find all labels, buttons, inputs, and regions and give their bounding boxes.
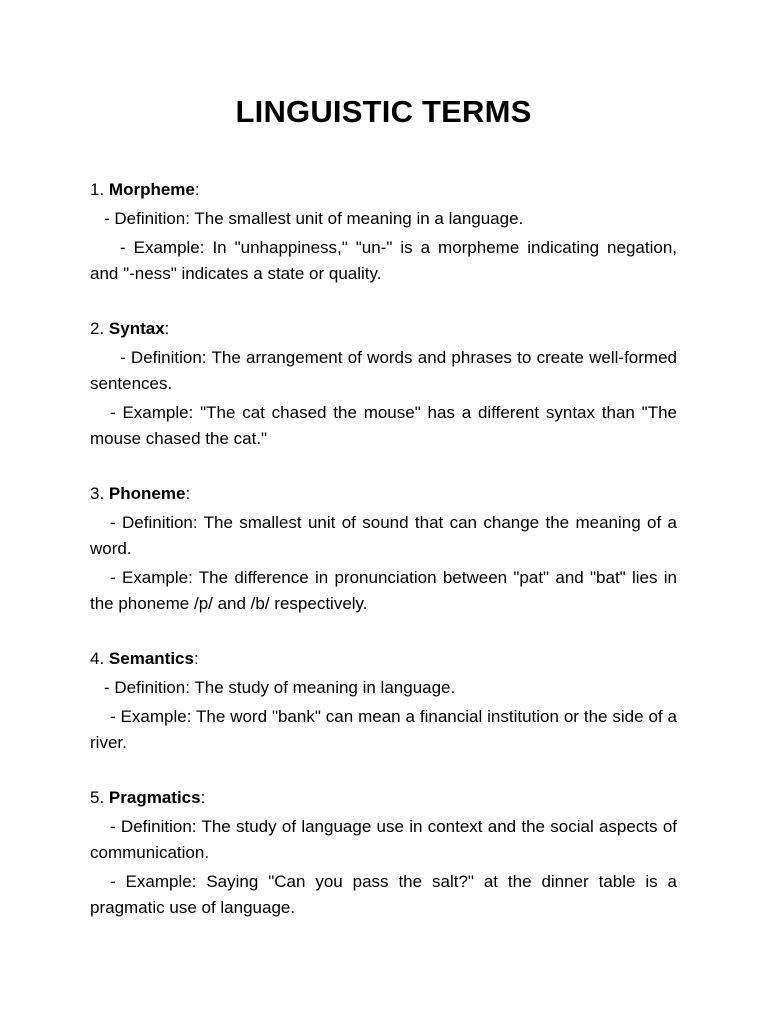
term-colon: : [193, 649, 199, 668]
term-name: Pragmatics [108, 788, 201, 807]
term-name: Semantics [108, 649, 194, 668]
term-definition: - Definition: The smallest unit of sound that can change the meaning of a word. [90, 513, 677, 558]
term-number: 4. [90, 649, 105, 668]
term-example: - Example: "The cat chased the mouse" has a different syntax than "The mouse chased the cat." [90, 403, 677, 448]
term-semantics [90, 646, 677, 756]
term-number: 5. [90, 788, 105, 807]
term-name: Syntax [108, 319, 165, 338]
term-phoneme [90, 481, 677, 617]
term-example: - Example: The word "bank" can mean a financial institution or the side of a river. [90, 707, 677, 752]
term-number: 3. [90, 484, 105, 503]
term-definition: - Definition: The arrangement of words and phrases to create well-formed sentences. [90, 348, 677, 393]
term-morpheme [90, 177, 677, 287]
term-pragmatics [90, 785, 677, 921]
term-definition: - Definition: The smallest unit of meaning in a language. [104, 209, 524, 228]
term-heading [90, 316, 677, 342]
term-heading [90, 646, 677, 672]
term-name: Morpheme [108, 180, 195, 199]
term-example: - Example: The difference in pronunciation between "pat" and "bat" lies in the phoneme /p/ and /b/ respectively. [90, 568, 677, 613]
term-number: 1. [90, 180, 105, 199]
term-example: - Example: Saying "Can you pass the salt?" at the dinner table is a pragmatic use of language. [90, 872, 677, 917]
term-colon: : [185, 484, 191, 503]
term-definition: - Definition: The study of language use in context and the social aspects of communication. [90, 817, 677, 862]
term-heading [90, 177, 677, 203]
term-colon: : [194, 180, 200, 199]
term-name: Phoneme [108, 484, 186, 503]
term-example: - Example: In "unhappiness," "un-" is a morpheme indicating negation, and "-ness" indicates a state or quality. [90, 238, 677, 283]
term-number: 2. [90, 319, 105, 338]
term-syntax [90, 316, 677, 452]
page-title: LINGUISTIC TERMS [235, 94, 532, 129]
term-colon: : [200, 788, 206, 807]
document-page [90, 92, 677, 950]
term-colon: : [164, 319, 170, 338]
term-heading [90, 785, 677, 811]
term-definition: - Definition: The study of meaning in language. [104, 678, 456, 697]
term-heading [90, 481, 677, 507]
